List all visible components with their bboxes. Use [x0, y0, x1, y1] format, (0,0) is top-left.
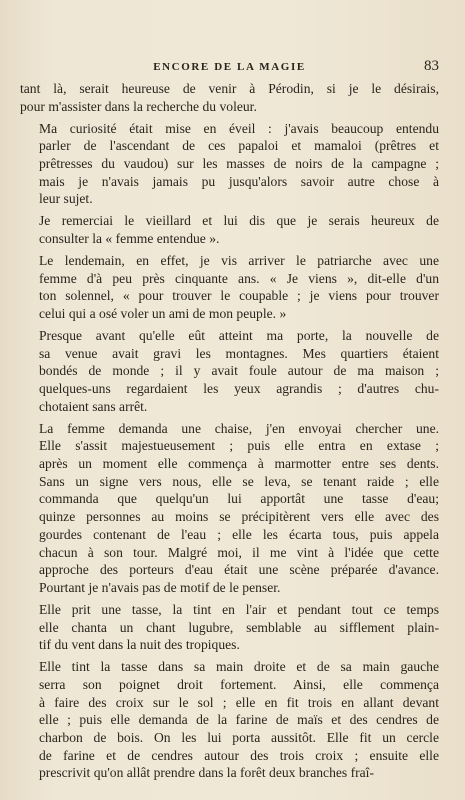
text-line: gourdes contenant de l'eau ; elle les écarta tous, puis appela	[39, 526, 439, 542]
paragraph	[20, 420, 439, 597]
text-line: chacun à son tour. Malgré moi, il me vint à l'idée que cette	[39, 544, 439, 560]
text-line: elle chanta un chant lugubre, semblable au sifflement plain-	[39, 619, 439, 635]
text-line: tant là, serait heureuse de venir à Pérodin, si je le désirais,	[20, 81, 439, 96]
text-line: pour m'assister dans la recherche du voleur.	[20, 98, 257, 114]
text-line: parler de l'ascendant de ces papaloi et mamaloi (prêtres et	[39, 138, 439, 154]
paragraph	[20, 327, 439, 416]
text-line: Elle s'assit majestueusement ; puis elle entra en extase ;	[39, 438, 439, 454]
text-line: tif du vent dans la nuit des tropiques.	[39, 637, 240, 653]
text-line: ton solennel, « pour trouver le coupable ; je viens pour trouver	[39, 288, 439, 304]
text-line: serra son poignet droit fortement. Ainsi, elle commença	[39, 676, 439, 692]
text-line: celui qui a osé voler un ami de mon peuple. »	[39, 306, 287, 321]
text-line: Pourtant je n'avais pas de motif de le penser.	[39, 579, 281, 595]
text-line: La femme demanda une chaise, j'en envoyai chercher une.	[39, 420, 439, 436]
text-line: elle ; puis elle demanda de la farine de maïs et des cendres de	[39, 712, 439, 728]
page-number: 83	[424, 58, 439, 74]
text-line: prescrivit qu'on allât prendre dans la forêt deux branches fraî-	[39, 765, 374, 781]
text-line: Le lendemain, en effet, je vis arriver le patriarche avec une	[39, 252, 439, 268]
text-line: Sans un signe vers nous, elle se leva, se tenant raide ; elle	[39, 473, 439, 489]
text-line: à faire des croix sur le sol ; elle en fit trois en allant devant	[39, 694, 439, 710]
text-line: leur sujet.	[39, 191, 93, 207]
text-line: de farine et de cendres autour des trois croix ; ensuite elle	[39, 747, 439, 763]
text-line: prêtresses du vaudou) sur les masses de noirs de la campagne ;	[39, 156, 439, 171]
paragraph	[20, 80, 439, 115]
text-line: quinze personnes au moins se précipitèrent vers elle avec des	[39, 509, 439, 525]
text-line: Ma curiosité était mise en éveil : j'avais beaucoup entendu	[39, 120, 439, 136]
paragraph	[20, 601, 439, 654]
text-line: Presque avant qu'elle eût atteint ma porte, la nouvelle de	[39, 327, 439, 343]
text-line: sa venue avait gravi les montagnes. Mes quartiers étaient	[39, 345, 439, 361]
text-line: charbon de bois. On les lui porta aussitôt. Elle fit un cercle	[39, 729, 439, 745]
paragraph	[20, 252, 439, 323]
text-line: mais je n'avais jamais pu jusqu'alors savoir autre chose à	[39, 173, 439, 189]
body-text	[20, 80, 439, 786]
text-line: quelques-uns regardaient les yeux agrandis ; d'autres chu-	[39, 381, 439, 396]
text-line: chotaient sans arrêt.	[39, 398, 148, 414]
paragraph	[20, 658, 439, 782]
text-line: Je remerciai le vieillard et lui dis que je serais heureux de	[39, 213, 439, 229]
text-line: après un moment elle commença à marmotter entre ses dents.	[39, 456, 439, 471]
text-line: Elle tint la tasse dans sa main droite et de sa main gauche	[39, 659, 439, 675]
page-header	[20, 58, 439, 82]
text-line: bondés de monde ; il y avait foule autour de ma maison ;	[39, 363, 439, 379]
text-line: consulter la « femme entendue ».	[39, 231, 220, 246]
text-line: approche des porteurs d'eau était une scène préparée d'avance.	[39, 562, 439, 578]
running-head: ENCORE DE LA MAGIE	[153, 61, 306, 73]
paragraph	[20, 120, 439, 209]
text-line: femme d'à peu près cinquante ans. « Je viens », dit-elle d'un	[39, 270, 439, 286]
text-line: commanda que quelqu'un lui apportât une tasse d'eau;	[39, 491, 439, 507]
paragraph	[20, 212, 439, 247]
text-line: Elle prit une tasse, la tint en l'air et pendant tout ce temps	[39, 601, 439, 617]
